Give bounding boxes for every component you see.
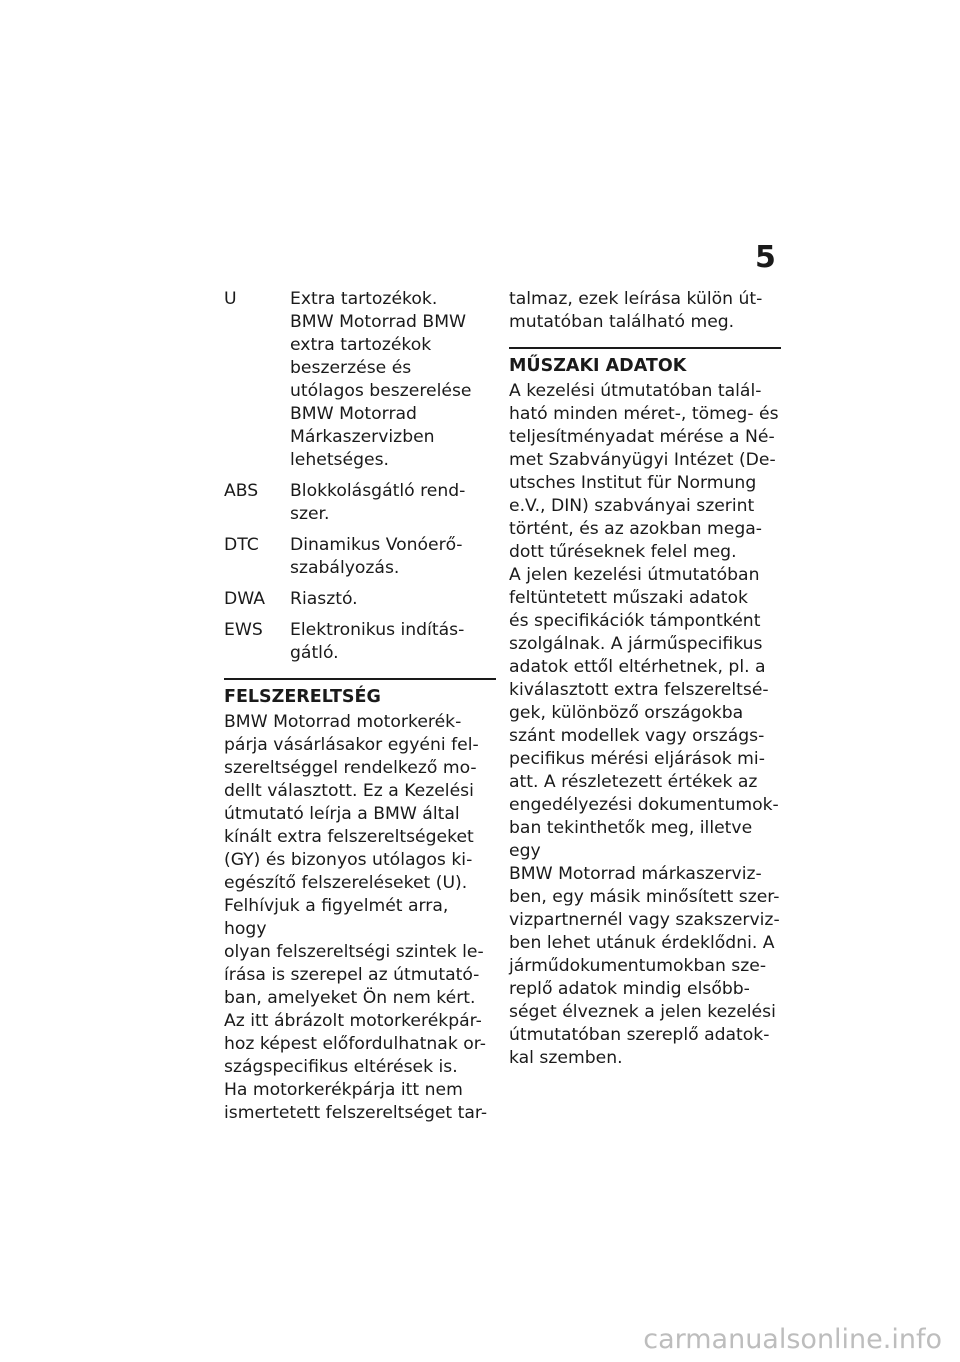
abbreviation-definition: Extra tartozékok. BMW Motorrad BMW extra tartozékok beszerzése és utólagos beszerelése BMW Motorrad Márkaszervizben lehetséges.: [290, 289, 472, 470]
section-title-muszaki-adatok: MŰSZAKI ADATOK: [509, 356, 687, 376]
body-paragraph: BMW Motorrad motorkerék- párja vásárlásakor egyéni fel- szereltséggel rendelkező mo- dellt választott. Ez a Kezelési útmutató leírja a BMW által kínált extra felszereltségeket (GY) és bizonyos utólagos ki- egészítő felszereléseket (U). Felhívjuk a figyelmét arra, hogy olyan felszereltségi szintek le- írása is szerepel az útmutató- ban, amelyeket Ön nem kért. Az itt ábrázolt motorkerékpár- hoz képest előfordulhatnak or- szágspecifikus eltérések is.: [224, 712, 486, 1077]
section-divider: [224, 678, 496, 680]
abbreviation-item: [224, 534, 496, 580]
abbreviation-item: [224, 480, 496, 526]
right-column: [509, 288, 781, 1070]
abbreviation-term: U: [224, 289, 237, 309]
watermark: carmanualsonline.info: [643, 1324, 942, 1355]
section-title-felszereltseg: FELSZERELTSÉG: [224, 687, 381, 707]
body-paragraph: A kezelési útmutatóban talál- ható minden méret-, tömeg- és teljesítményadat mérése a Né- met Szabványügyi Intézet (De- utsches Institut für Normung e.V., DIN) szabványai szerint történt, és az azokban mega- dott tűréseknek felel meg.: [509, 381, 779, 562]
abbreviation-list: [224, 288, 496, 665]
abbreviation-definition: Blokkolásgátló rend- szer.: [290, 481, 466, 524]
abbreviation-item: [224, 619, 496, 665]
abbreviation-term: DTC: [224, 535, 259, 555]
abbreviation-item: [224, 288, 496, 472]
body-paragraph: Ha motorkerékpárja itt nem ismertetett felszereltséget tar-: [224, 1080, 488, 1123]
continued-paragraph: talmaz, ezek leírása külön út- mutatóban található meg.: [509, 289, 763, 332]
abbreviation-item: [224, 588, 496, 611]
body-paragraph: A jelen kezelési útmutatóban feltüntetett műszaki adatok és specifikációk támpontként szolgálnak. A járműspecifikus adatok ettől eltérhetnek, pl. a kiválasztott extra felszereltsé- gek, különböző országokba szánt modellek vagy országs- pecifikus mérési eljárások mi- att. A részletezett értékek az engedélyezési dokumentumok- ban tekinthetők meg, illetve egy BMW Motorrad márkaszerviz- ben, egy másik minősített szer- vizpartnernél vagy szakszerviz- ben lehet utánuk érdeklődni. A járműdokumentumokban sze- replő adatok mindig elsőbb- séget élveznek a jelen kezelési útmutatóban szereplő adatok- kal szemben.: [509, 565, 780, 1068]
left-column: [224, 288, 496, 1125]
abbreviation-term: EWS: [224, 620, 263, 640]
abbreviation-definition: Riasztó.: [290, 589, 358, 609]
abbreviation-term: DWA: [224, 589, 266, 609]
page-number: 5: [755, 240, 776, 275]
abbreviation-definition: Dinamikus Vonóerő- szabályozás.: [290, 535, 463, 578]
abbreviation-definition: Elektronikus indítás- gátló.: [290, 620, 465, 663]
abbreviation-term: ABS: [224, 481, 259, 501]
section-divider: [509, 347, 781, 349]
